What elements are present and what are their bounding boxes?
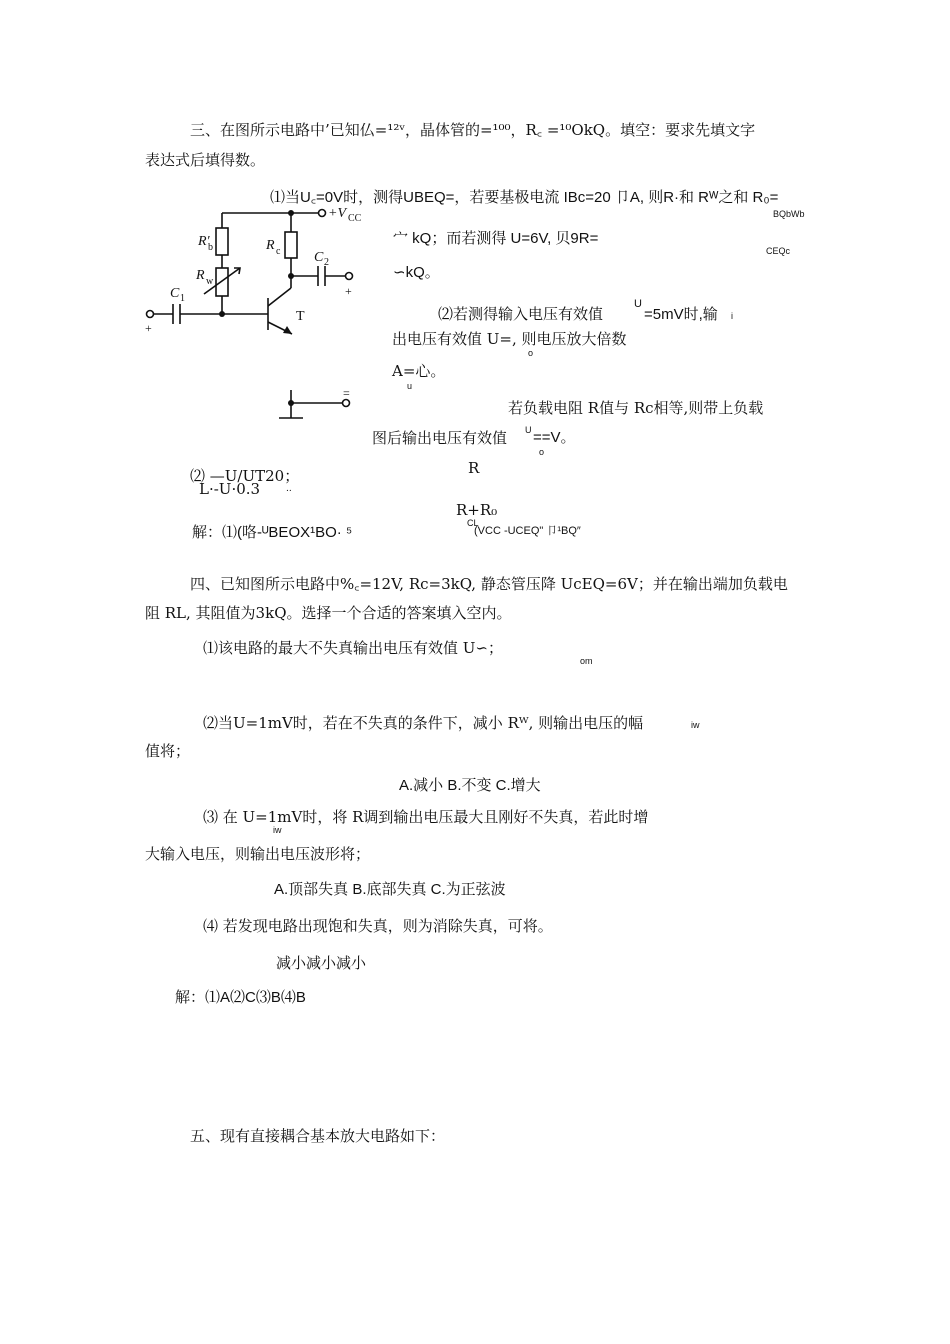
q3-part1-line3: ∽kQ。 [393,264,440,281]
q3-line1: 三、在图所示电路中’已知仏=¹²ᵛ，晶体管的=¹⁰⁰，R꜀ =¹⁰OkQ。填空：要求先填文字 [190,121,756,139]
input-plus-label: + [145,321,152,335]
q4-options-2: A.顶部失真 B.底部失真 C.为正弦波 [274,881,506,898]
fraction-denominator-sub: CL [467,518,479,528]
q4-item4: ⑷ 若发现电路出现饱和失真，则为消除失真，可将。 [203,917,553,935]
q4-item3: ⑶ 在 U=1mV时，将 R调到输出电压最大且刚好不失真，若此时增 [203,808,649,826]
q4-item2: ⑵当U=1mV时，若在不失真的条件下，减小 Rᵂ, 则输出电压的幅 [203,714,644,732]
q4-item1-sub: om [580,656,593,666]
q3-part1-sub: BQbWb [773,209,805,219]
q3-part1-line1: ⑴当U꜀=0V时，测得UBEQ=，若要基极电流 IBc=20 卩A, 则R·和 Rᵂ之和 R₀= [270,189,779,206]
fraction-numerator: R [468,459,480,477]
c1-sub: 1 [180,293,185,304]
q3-part2-line3: A=心。 [392,362,446,380]
q4-item2-sub: iw [691,720,700,730]
q3-part2-u2: u [407,381,413,391]
q4-item2-cont: 值将； [145,742,191,760]
q3-part1-line2: 宀 kQ；而若测得 U=6V, 贝9R= [393,230,599,247]
c1-label: C [170,286,180,301]
rc-label: R [266,238,275,253]
output-plus-label: + [345,284,352,298]
vcc-sub: CC [348,213,362,224]
amplifier-circuit-diagram [0,0,950,600]
q3-part2-o: o [528,348,534,358]
q3-part3-o: o [539,447,545,457]
rw-sub: w [206,276,214,287]
q4-answer: 解：⑴A⑵C⑶B⑷B [175,989,306,1006]
q4-item1: ⑴该电路的最大不失真输出电压有效值 U∽； [203,639,503,657]
q3-part2-line1-rest: =5mV时,输 [644,306,718,323]
rb-sub: b [208,242,213,253]
q3-part2-u: U [634,298,642,310]
rc-sub: c [276,246,281,257]
rw-label: R [196,268,205,283]
q4-options-3: 减小减小减小 [276,954,367,972]
answer-part1: 解：⑴(咯-ᵁBEOX¹BO· ⁵ [192,524,353,541]
q5-line1: 五、现有直接耦合基本放大电路如下： [190,1127,446,1145]
transistor-label: T [296,309,305,324]
answer-part1b: (VCC -UCEQ" 卩¹BQ″ [474,525,581,537]
q4-item3-cont: 大输入电压，则输出电压波形将； [145,845,371,863]
q3-part3-line2-rest: ==V。 [533,429,576,446]
q4-options-1: A.减小 B.不变 C.增大 [399,777,541,794]
q4-line2: 阻 RL, 其阻值为3kQ。选择一个合适的答案填入空内。 [145,604,512,622]
answer-part2b-dots: .. [286,484,292,494]
q3-part2-line2: 出电压有效值 U=, 则电压放大倍数 [392,330,627,348]
q3-part2-line1: ⑵若测得输入电压有效值 [438,306,604,323]
answer-part2b: L·-U·0.3 [199,480,261,498]
ground-minus-label: = [343,386,350,400]
q3-part3-line1: 若负载电阻 R值与 Rc相等,则带上负载 [508,399,764,417]
fraction-denominator: R+R₀ [456,501,498,519]
q3-part2-i: i [731,311,733,321]
q4-item3-sub: iw [273,825,282,835]
rb-label: R′ [198,234,210,249]
q4-line1: 四、已知图所示电路中%꜀=12V, Rc=3kQ, 静态管压降 UcEQ=6V；并在输出端加负载电 [190,575,788,593]
q3-line2: 表达式后填得数。 [145,151,266,169]
answer-part2: ⑵ —U/UT20； [190,467,300,485]
q3-part3-line2: 图后输出电压有效值 [372,429,508,447]
c2-label: C [314,250,324,265]
q3-part3-u: U [525,425,532,435]
vcc-label: +V [328,206,346,221]
q3-part1-sub2: CEQc [766,246,791,256]
c2-sub: 2 [324,257,329,268]
